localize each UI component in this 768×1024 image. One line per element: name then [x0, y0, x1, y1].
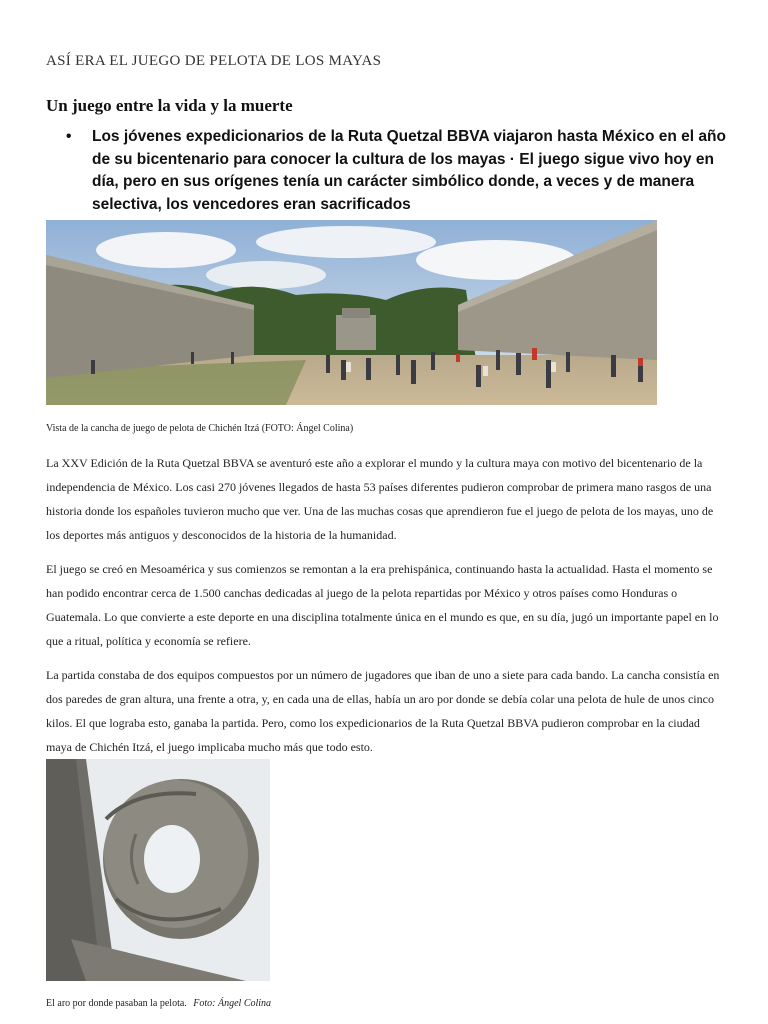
paragraph-1: La XXV Edición de la Ruta Quetzal BBVA se aventuró este año a explorar el mundo y la cultura maya con motivo del bicentenario de la independencia de México. Los casi 270 jóvenes llegados de hasta 53 países diferentes pudieron comprobar de primera mano rasgos de una historia donde los españoles tuvieron mucho que ver. Una de las muchas cosas que aprendieron fue el juego de pelota de los mayas, uno de los deportes más antiguos y desconocidos de la historia de la humanidad. — [46, 456, 714, 542]
article-title: ASÍ ERA EL JUEGO DE PELOTA DE LOS MAYAS — [46, 53, 382, 69]
paragraph-3: La partida constaba de dos equipos compuestos por un número de jugadores que iban de uno a siete para cada bando. La cancha consistía en dos paredes de gran altura, una frente a otra, y, en cada una de ellas, había un aro por donde se debía colar una pelota de hule de unos cinco kilos. El que lograba esto, ganaba la partida. Pero, como los expedicionarios de la Ruta Quetzal BBVA pudieron comprobar en la ciudad maya de Chichén Itzá, el juego implicaba mucho más que todo esto. — [46, 668, 720, 754]
stone-ring-photo-credit: Foto: Ángel Colina — [193, 998, 272, 1009]
paragraph-2: El juego se creó en Mesoamérica y sus comienzos se remontan a la era prehispánica, continuando hasta la actualidad. Hasta el momento se han podido encontrar cerca de 1.500 canchas dedicadas al juego de la pelota repartidas por México y otros países como Honduras o Guatemala. Lo que convierte a este deporte en una disciplina totalmente única en el mundo es que, en su día, jugó un importante papel en lo que a ritual, política y economía se refiere. — [46, 562, 719, 648]
article-subtitle: Un juego entre la vida y la muerte — [46, 96, 293, 115]
summary-bullet-text: Los jóvenes expedicionarios de la Ruta Quetzal BBVA viajaron hasta México en el año de su bicentenario para conocer la cultura de los mayas · El juego sigue vivo hoy en día, pero en sus orígenes tenía un carácter simbólico donde, a veces y de manera selectiva, los vencedores eran sacrificados — [92, 128, 726, 213]
stone-ring-caption-text: El aro por donde pasaban la pelota. — [46, 998, 187, 1009]
ball-court-photo-caption: Vista de la cancha de juego de pelota de Chichén Itzá (FOTO: Ángel Colina) — [46, 423, 354, 434]
ball-court-photo — [46, 220, 657, 405]
stone-ring-photo-caption — [46, 998, 271, 1009]
stone-ring-photo — [46, 759, 270, 981]
summary-bullet — [46, 126, 726, 216]
bullet-dot: • — [66, 128, 72, 145]
